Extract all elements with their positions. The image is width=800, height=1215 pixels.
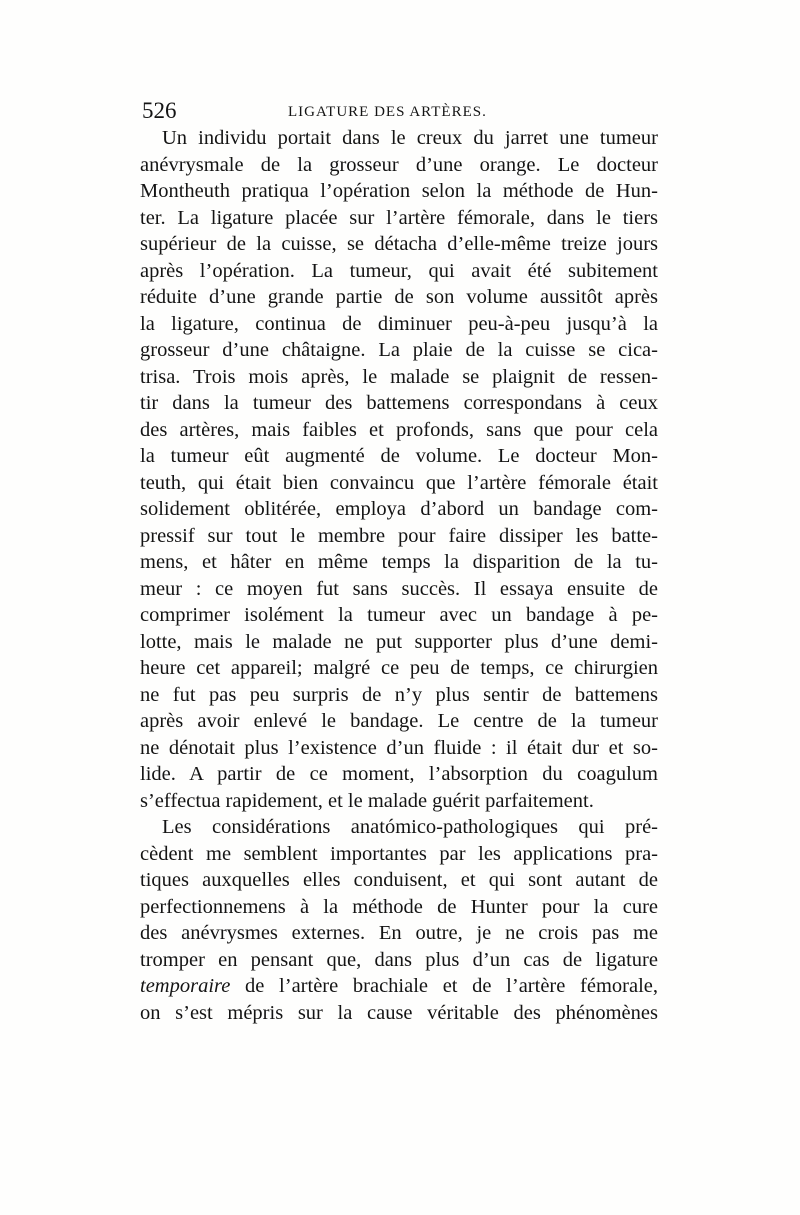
text-line: solidement oblitérée, employa d’abord un bandage com- (140, 498, 658, 520)
text-line: Les considérations anatómico-pathologiques qui pré- (162, 816, 658, 838)
text-line: réduite d’une grande partie de son volume aussitôt après (140, 286, 658, 308)
text-line: on s’est mépris sur la cause véritable des phénomènes (140, 1001, 658, 1024)
text-line: supérieur de la cuisse, se détacha d’elle-même treize jours (140, 233, 658, 255)
page-header (142, 96, 662, 126)
text-line: heure cet appareil; malgré ce peu de temps, ce chirurgien (140, 657, 658, 679)
text-line: trisa. Trois mois après, le malade se plaignit de ressen- (140, 365, 658, 388)
text-line: ne dénotait plus l’existence d’un fluide : il était dur et so- (140, 736, 658, 759)
text-line-rest: de l’artère brachiale et de l’artère fémorale, (245, 975, 658, 997)
text-line: s’effectua rapidement, et le malade guérit parfaitement. (140, 789, 594, 812)
text-line: la tumeur eût augmenté de volume. Le docteur Mon- (140, 445, 658, 467)
text-line: tiques auxquelles elles conduisent, et qui sont autant de (140, 869, 658, 891)
italic-word: temporaire (140, 975, 231, 997)
text-line: grosseur d’une châtaigne. La plaie de la cuisse se cica- (140, 339, 658, 361)
text-line: tromper en pensant que, dans plus d’un cas de ligature (140, 948, 658, 971)
text-line: la ligature, continua de diminuer peu-à-peu jusqu’à la (140, 312, 658, 335)
running-head: LIGATURE DES ARTÈRES. (288, 104, 487, 120)
text-line: lotte, mais le malade ne put supporter plus d’une demi- (140, 630, 658, 653)
text-line: ter. La ligature placée sur l’artère fémorale, dans le tiers (140, 206, 658, 229)
text-line: anévrysmale de la grosseur d’une orange. Le docteur (140, 153, 658, 176)
text-line: pressif sur tout le membre pour faire dissiper les batte- (140, 524, 658, 547)
text-line: tir dans la tumeur des battemens correspondans à ceux (140, 392, 658, 414)
text-line: des anévrysmes externes. En outre, je ne crois pas me (140, 922, 658, 944)
text-line: cèdent me semblent importantes par les applications pra- (140, 842, 658, 865)
text-line: meur : ce moyen fut sans succès. Il essaya ensuite de (140, 577, 658, 600)
text-line: après l’opération. La tumeur, qui avait été subitement (140, 259, 658, 282)
text-line: ne fut pas peu surpris de n’y plus sentir de battemens (140, 683, 658, 706)
text-line: lide. A partir de ce moment, l’absorption du coagulum (140, 763, 658, 785)
text-line: mens, et hâter en même temps la disparition de la tu- (140, 551, 658, 573)
body-text (140, 125, 658, 1026)
text-line: perfectionnemens à la méthode de Hunter pour la cure (140, 895, 658, 918)
text-line: Un individu portait dans le creux du jarret une tumeur (162, 127, 658, 149)
text-line: comprimer isolément la tumeur avec un bandage à pe- (140, 604, 658, 626)
page-number: 526 (142, 98, 177, 123)
text-line: teuth, qui était bien convaincu que l’artère fémorale était (140, 471, 658, 494)
text-line-with-italic (140, 973, 658, 1000)
text-line: des artères, mais faibles et profonds, sans que pour cela (140, 418, 658, 441)
text-line: Montheuth pratiqua l’opération selon la méthode de Hun- (140, 180, 658, 202)
text-line: après avoir enlevé le bandage. Le centre de la tumeur (140, 710, 658, 732)
